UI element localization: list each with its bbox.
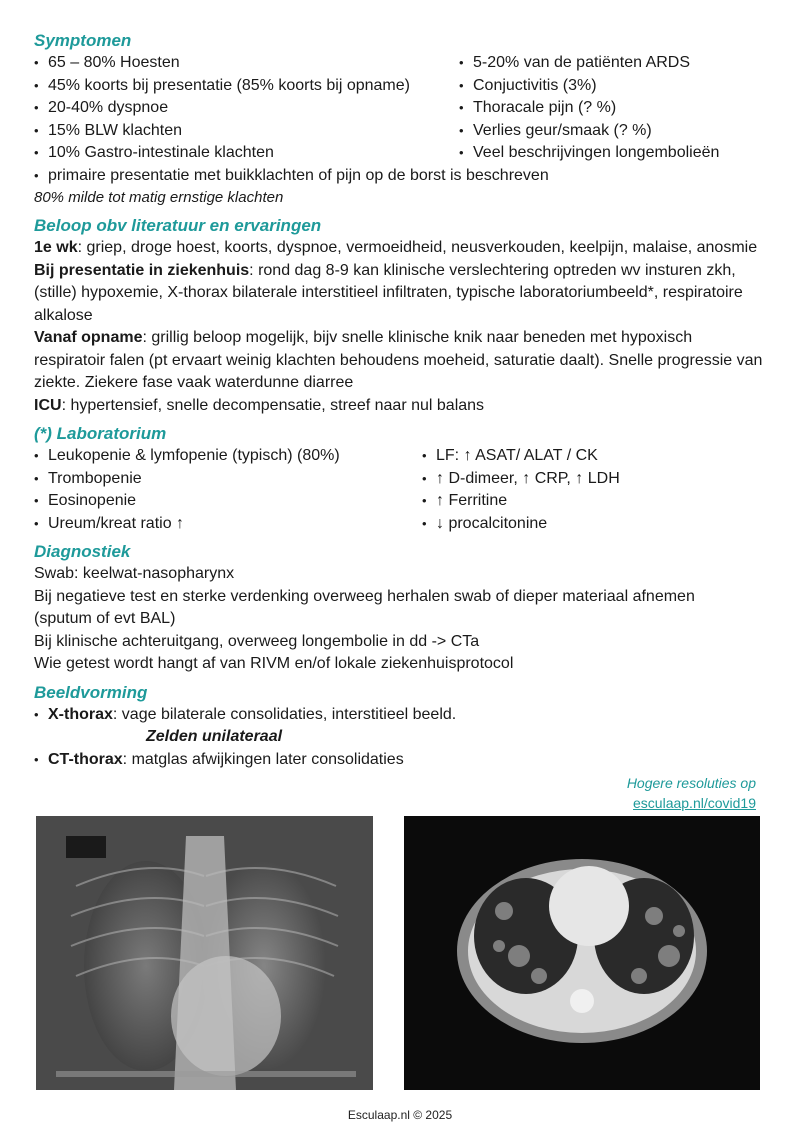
- symptomen-full-list: [34, 165, 764, 188]
- beloop-item: [34, 237, 764, 260]
- beloop-label: 1e wk: [34, 239, 78, 256]
- beloop-item: [34, 260, 764, 328]
- beloop-heading: Beloop obv literatuur en ervaringen: [34, 216, 322, 235]
- beeld-heading: Beeldvorming: [34, 682, 148, 702]
- note-link[interactable]: esculaap.nl/covid19: [633, 795, 756, 811]
- list-item: • Veel beschrijvingen longembolieën: [459, 142, 719, 165]
- beloop-item: [34, 395, 764, 418]
- list-item: • Trombopenie: [34, 468, 422, 491]
- ct-text: : matglas afwijkingen later consolidaties: [122, 750, 404, 768]
- lab-right-list: [422, 445, 620, 535]
- symptomen-heading: Symptomen: [34, 31, 132, 50]
- xthorax-label: X-thorax: [48, 705, 113, 723]
- diagnostiek-line: Bij negatieve test en sterke verdenking overweeg herhalen swab of dieper materiaal afnemen (sputum of evt BAL): [34, 587, 695, 627]
- lab-left-list: [34, 445, 422, 535]
- lab-columns: [34, 445, 764, 535]
- list-item: • LF: ↑ ASAT/ ALAT / CK: [422, 445, 620, 468]
- list-item: • Eosinopenie: [34, 490, 422, 513]
- note-text: Hogere resoluties op: [626, 775, 756, 791]
- list-item: • 15% BLW klachten: [34, 120, 459, 143]
- diagnostiek-line: Bij klinische achteruitgang, overweeg longembolie in dd -> CTa: [34, 632, 480, 650]
- beeld-list-ct: [34, 749, 764, 772]
- symptomen-note: 80% milde tot matig ernstige klachten: [34, 189, 284, 206]
- list-item: • 10% Gastro-intestinale klachten: [34, 142, 459, 165]
- list-item: • Conjuctivitis (3%): [459, 75, 719, 98]
- diagnostiek-heading: Diagnostiek: [34, 542, 131, 561]
- list-item: • 20-40% dyspnoe: [34, 97, 459, 120]
- xthorax-text: : vage bilaterale consolidaties, interstitieel beeld.: [112, 705, 457, 723]
- beloop-text: : hypertensief, snelle decompensatie, streef naar nul balans: [61, 396, 485, 414]
- list-item: • ↓ procalcitonine: [422, 513, 620, 536]
- diagnostiek-line: Swab: keelwat-nasopharynx: [34, 565, 235, 582]
- lab-heading: (*) Laboratorium: [34, 424, 167, 443]
- beloop-label: ICU: [34, 396, 62, 414]
- beloop-label: Bij presentatie in ziekenhuis: [34, 261, 250, 279]
- list-item: • Ureum/kreat ratio ↑: [34, 513, 422, 536]
- ct-label: CT-thorax: [48, 750, 123, 768]
- beloop-text: : grillig beloop mogelijk, bijv snelle klinische knik naar beneden met hypoxisch respiratoir falen (pt ervaart weinig klachten behoudens moeheid, saturatie daalt). Snelle progressie van ziekte. Ziekere fase vaak waterdunne diarree: [34, 329, 763, 391]
- ct-illustration: [404, 816, 760, 1090]
- diagnostiek-line: Wie getest wordt hangt af van RIVM en/of lokale ziekenhuisprotocol: [34, 655, 514, 672]
- footer-copyright: Esculaap.nl © 2025: [347, 1108, 453, 1122]
- resolution-note: [627, 773, 756, 813]
- list-item: • ↑ D-dimeer, ↑ CRP, ↑ LDH: [422, 468, 620, 491]
- beloop-item: [34, 327, 764, 395]
- beloop-label: Vanaf opname: [34, 329, 143, 346]
- list-item: • 45% koorts bij presentatie (85% koorts bij opname): [34, 75, 459, 98]
- symptomen-right-list: [459, 52, 719, 165]
- symptomen-left-list: [34, 52, 459, 165]
- list-item: • Thoracale pijn (? %): [459, 97, 719, 120]
- symptomen-columns: [34, 52, 764, 165]
- beloop-text: : griep, droge hoest, koorts, dyspnoe, vermoeidheid, neusverkouden, keelpijn, malaise, anosmie: [77, 239, 758, 256]
- list-item: • ↑ Ferritine: [422, 490, 620, 513]
- xray-illustration: [36, 816, 373, 1090]
- beloop-text: : rond dag 8-9 kan klinische verslechtering optreden wv insturen zkh, (stille) hypoxemie, X-thorax bilaterale interstitieel infiltraten, typische laboratoriumbeeld*, respiratoire alkalose: [34, 261, 743, 324]
- list-item: • primaire presentatie met buikklachten of pijn op de borst is beschreven: [34, 165, 764, 188]
- document: [34, 30, 764, 771]
- list-item: [34, 704, 764, 727]
- list-item: • 65 – 80% Hoesten: [34, 52, 459, 75]
- list-item: [34, 749, 764, 772]
- list-item: • 5-20% van de patiënten ARDS: [459, 52, 719, 75]
- image-row: [36, 816, 762, 1090]
- list-item: • Verlies geur/smaak (? %): [459, 120, 719, 143]
- ct-image: [404, 816, 760, 1090]
- xray-image: [36, 816, 373, 1090]
- list-item: • Leukopenie & lymfopenie (typisch) (80%): [34, 445, 422, 468]
- beeld-list: [34, 704, 764, 727]
- xthorax-emphasis: Zelden unilateraal: [146, 728, 283, 745]
